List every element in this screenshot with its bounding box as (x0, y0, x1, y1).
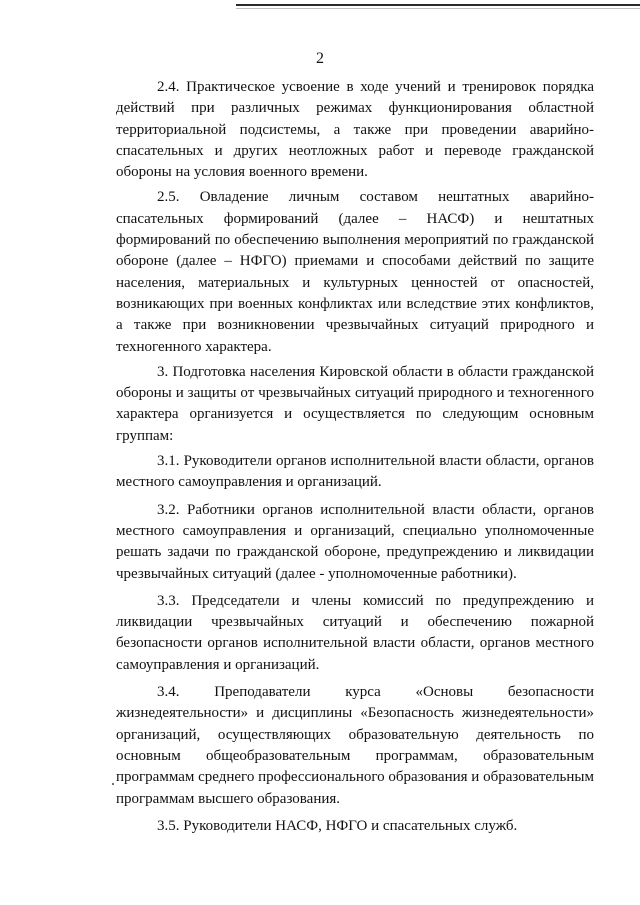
paragraph-2-5: 2.5. Овладение личным составом нештатных аварийно-спасательных формирований (далее – НАСФ) и нештатных формирований по обеспечению выполнения мероприятий по гражданской обороне (далее – НФГО) приемами и способами действий по защите населения, материальных и культурных ценностей от опасностей, возникающих при военных конфликтах или вследствие этих конфликтов, а также при возникновении чрезвычайных ситуаций природного и техногенного характера. (116, 189, 594, 355)
paragraph-3-3: 3.3. Председатели и члены комиссий по предупреждению и ликвидации чрезвычайных ситуаций и обеспечению пожарной безопасности органов исполнительной власти области, органов местного самоуправления и организаций. (116, 592, 594, 673)
scan-speck (112, 783, 114, 785)
scan-edge-line-faint (236, 8, 640, 9)
page-number: 2 (316, 50, 324, 67)
scan-edge-line (236, 4, 640, 6)
paragraph-3-5: 3.5. Руководители НАСФ, НФГО и спасательных служб. (157, 817, 518, 834)
paragraph-3: 3. Подготовка населения Кировской области в области гражданской обороны и защиты от чрезвычайных ситуаций природного и техногенного характера организуется и осуществляется по следующим основным группам: (116, 363, 594, 444)
paragraph-2-4: 2.4. Практическое усвоение в ходе учений и тренировок порядка действий при различных режимах функционирования областной территориальной подсистемы, а также при проведении аварийно-спасательных и других неотложных работ и переводе гражданской обороны на условия военного времени. (116, 79, 594, 181)
paragraph-3-4: 3.4. Преподаватели курса «Основы безопасности жизнедеятельности» и дисциплины «Безопасность жизнедеятельности» организаций, осуществляющих образовательную деятельность по основным общеобразовательным программам, образовательным программам среднего профессионального образования и образовательным программам высшего образования. (116, 684, 594, 807)
document-body (116, 77, 594, 841)
paragraph-3-1: 3.1. Руководители органов исполнительной власти области, органов местного самоуправления и организаций. (116, 453, 594, 491)
paragraph-3-2: 3.2. Работники органов исполнительной власти области, органов местного самоуправления и организаций, специально уполномоченные решать задачи по гражданской обороне, предупреждению и ликвидации чрезвычайных ситуаций (далее - уполномоченные работники). (116, 501, 594, 582)
